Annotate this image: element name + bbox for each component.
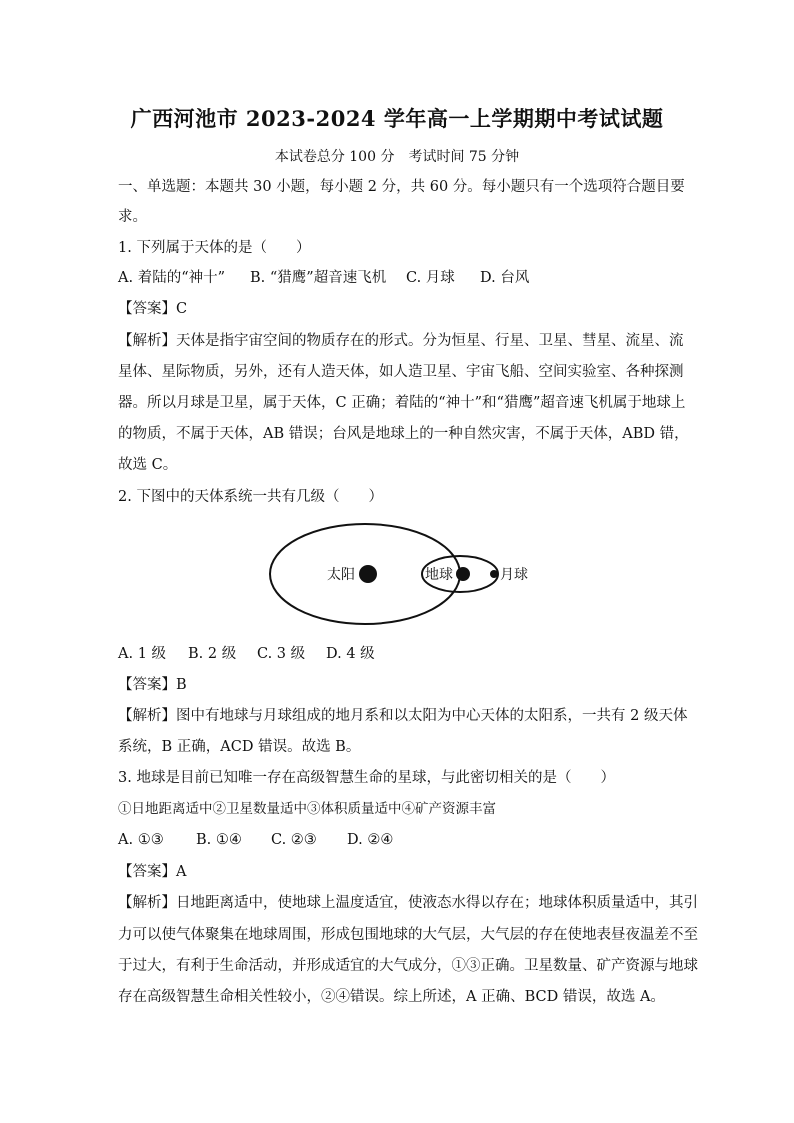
sun-label: 太阳 xyxy=(327,567,355,583)
moon-label: 月球 xyxy=(500,567,528,583)
q1-analysis-line: 器。所以月球是卫星，属于天体，C 正确；着陆的“神十”和“猎鹰”超音速飞机属于地球上 xyxy=(118,395,686,411)
q1-answer: 【答案】C xyxy=(118,301,188,317)
moon-dot xyxy=(490,570,498,578)
q2-stem: 2. 下图中的天体系统一共有几级（ ） xyxy=(118,489,383,505)
q3-stem: 3. 地球是目前已知唯一存在高级智慧生命的星球，与此密切相关的是（ ） xyxy=(118,770,615,786)
page-title: 广西河池市 2023-2024 学年高一上学期期中考试试题 xyxy=(130,106,664,131)
earth-label: 地球 xyxy=(425,567,453,583)
q3-analysis-line: 于过大，有利于生命活动，并形成适宜的大气成分，①③正确。卫星数量、矿产资源与地球 xyxy=(118,958,698,974)
q1-option-c: C. 月球 xyxy=(406,270,455,286)
q1-analysis-line: 的物质，不属于天体，AB 错误；台风是地球上的一种自然灾害，不属于天体，ABD 错， xyxy=(118,426,689,442)
q3-options xyxy=(118,830,678,850)
q3-analysis-line: 力可以使气体聚集在地球周围，形成包围地球的大气层，大气层的存在使地表昼夜温差不至 xyxy=(118,927,698,943)
q3-analysis-line: 【解析】日地距离适中，使地球上温度适宜，使液态水得以存在；地球体积质量适中，其引 xyxy=(118,895,698,911)
q2-option-c: C. 3 级 xyxy=(257,646,306,662)
earth-dot xyxy=(456,567,470,581)
q3-conditions: ①日地距离适中②卫星数量适中③体积质量适中④矿产资源丰富 xyxy=(118,801,496,817)
section-heading-cont: 求。 xyxy=(118,209,147,225)
sun-dot xyxy=(359,565,377,583)
q3-option-b: B. ①④ xyxy=(196,832,242,848)
q1-analysis-line: 【解析】天体是指宇宙空间的物质存在的形式。分为恒星、行星、卫星、彗星、流星、流 xyxy=(118,333,684,349)
q2-analysis-line: 系统，B 正确，ACD 错误。故选 B。 xyxy=(118,739,361,755)
q2-option-b: B. 2 级 xyxy=(188,646,237,662)
q1-stem: 1. 下列属于天体的是（ ） xyxy=(118,240,311,256)
q2-analysis-line: 【解析】图中有地球与月球组成的地月系和以太阳为中心天体的太阳系，一共有 2 级天体 xyxy=(118,708,688,724)
section-heading: 一、单选题：本题共 30 小题，每小题 2 分，共 60 分。每小题只有一个选项符合题目要 xyxy=(118,179,685,195)
q3-answer: 【答案】A xyxy=(118,864,187,880)
q3-analysis-line: 存在高级智慧生命相关性较小，②④错误。综上所述，A 正确、BCD 错误，故选 A。 xyxy=(118,989,665,1005)
q1-analysis-line: 故选 C。 xyxy=(118,457,178,473)
q2-options xyxy=(118,644,678,664)
q1-option-b: B. “猎鹰”超音速飞机 xyxy=(250,270,387,286)
q2-answer: 【答案】B xyxy=(118,677,187,693)
q1-options xyxy=(118,268,678,288)
q3-option-d: D. ②④ xyxy=(347,832,394,848)
q1-analysis-line: 星体、星际物质，另外，还有人造天体，如人造卫星、宇宙飞船、空间实验室、各种探测 xyxy=(118,364,684,380)
solar-system-diagram xyxy=(260,522,528,632)
q2-option-a: A. 1 级 xyxy=(118,646,167,662)
q2-option-d: D. 4 级 xyxy=(326,646,375,662)
exam-info: 本试卷总分 100 分 考试时间 75 分钟 xyxy=(274,149,520,165)
q3-option-c: C. ②③ xyxy=(271,832,317,848)
q1-option-d: D. 台风 xyxy=(480,270,530,286)
q3-option-a: A. ①③ xyxy=(118,832,164,848)
q1-option-a: A. 着陆的“神十” xyxy=(118,270,226,286)
